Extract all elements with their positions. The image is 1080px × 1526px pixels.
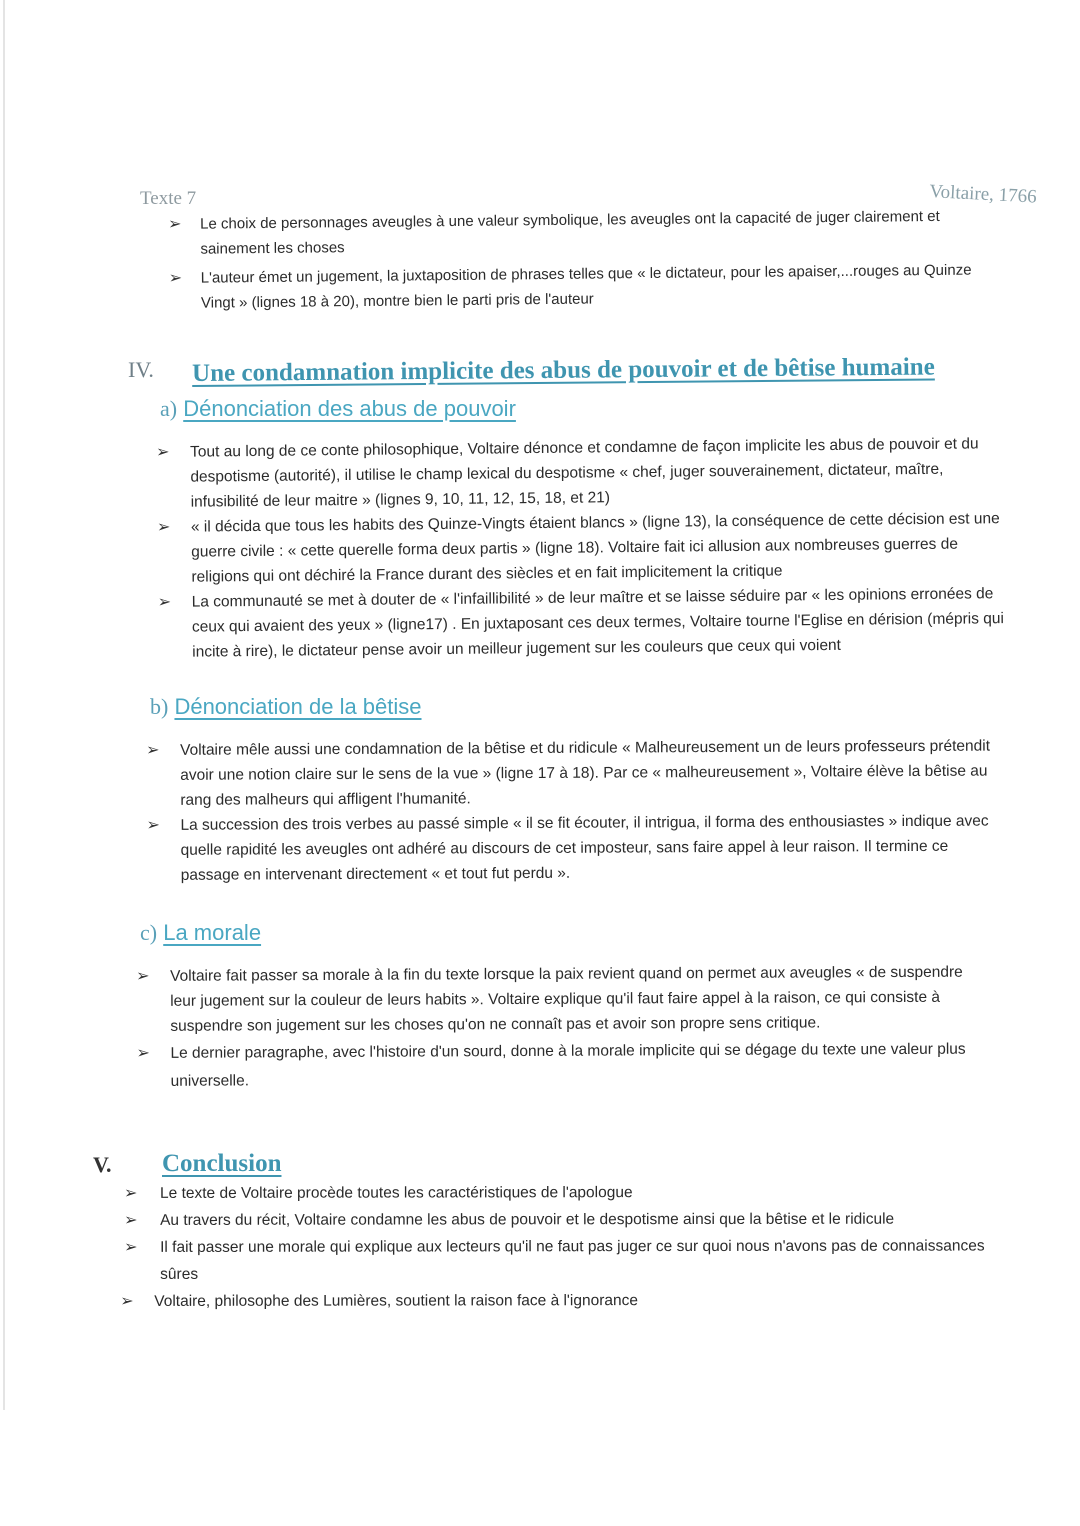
bullet-arrow-icon: ➢ bbox=[124, 1211, 138, 1229]
section-5-title: Conclusion bbox=[162, 1150, 282, 1177]
section-4-numeral: IV. bbox=[128, 357, 154, 382]
bullet-item: ➢ Voltaire, philosophe des Lumières, soutient la raison face à l'ignorance bbox=[120, 1286, 1044, 1315]
bullet-arrow-icon: ➢ bbox=[124, 1238, 138, 1256]
page-fold-line bbox=[3, 0, 5, 1410]
bullet-item: ➢ La succession des trois verbes au passé simple « il se fit écouter, il intrigua, il forma des enthousiastes » indique avec quelle rapidité les aveugles ont adhéré au discours de cet imposteur, sans faire appel à leur raison. Il termine ce passage en intervenant directement « et tout fut perdu ». bbox=[146, 812, 989, 884]
bullet-arrow-icon: ➢ bbox=[146, 816, 160, 834]
bullet-item: ➢ Le texte de Voltaire procède toutes les caractéristiques de l'apologue bbox=[124, 1178, 1044, 1207]
subsection-c-bullets bbox=[136, 959, 1032, 1094]
bullet-arrow-icon: ➢ bbox=[136, 967, 150, 985]
bullet-arrow-icon: ➢ bbox=[156, 443, 170, 461]
bullet-item: ➢ « il décida que tous les habits des Quinze-Vingts étaient blancs » (ligne 13), la conséquence de cette décision est une guerre civile : « cette querelle forma deux partis » (ligne 18). Voltaire fait ici allusion aux nombreuses guerres de religions qui ont déchiré la France durant des siècles et en fait implicitement la critique bbox=[156, 510, 1000, 586]
bullet-item: ➢ La communauté se met à douter de « l'infaillibilité » de leur maître et se laisse séduire par « les opinions erronées de ceux qui avaient des yeux » (ligne17) . En juxtaposant ces deux termes, Voltaire tourne l'Eglise en dérision (mépris qui incite à rire), le dictateur pense avoir un meilleur jugement sur les couleurs que ceux qui voient bbox=[157, 585, 1005, 661]
subsection-a-bullets bbox=[156, 431, 1038, 665]
bullet-item: ➢ Il fait passer une morale qui explique aux lecteurs qu'il ne faut pas juger ce sur quoi nous n'avons pas de connaissances sûres bbox=[124, 1232, 1044, 1288]
bullet-arrow-icon: ➢ bbox=[120, 1292, 134, 1311]
subsection-b-letter: b) bbox=[150, 694, 169, 719]
bullet-item: ➢ Tout au long de ce conte philosophique, Voltaire dénonce et condamne de façon implicite les abus de pouvoir et du despotisme (autorité), il utilise le champ lexical du despotisme « chef, juger souverainement, dictateur, maître, infusibilité de leur maitre » (lignes 9, 10, 11, 12, 15, 18, et 21) bbox=[156, 435, 979, 511]
subsection-b-bullets bbox=[146, 733, 1042, 888]
section-4-title: Une condamnation implicite des abus de pouvoir et de bêtise humaine bbox=[192, 353, 935, 387]
bullet-item: ➢ Voltaire mêle aussi une condamnation de la bêtise et du ridicule « Malheureusement un de leurs professeurs prétendit avoir une notion claire sur le sens de la vue » (ligne 17 à 18). Par ce « malheureusement », Voltaire élève la bêtise au rang des malheurs qui affligent l'humanité. bbox=[146, 737, 991, 809]
conclusion-bullets bbox=[120, 1178, 1044, 1315]
bullet-arrow-icon: ➢ bbox=[124, 1184, 138, 1202]
header-text-number: Texte 7 bbox=[140, 188, 197, 209]
subsection-c-heading bbox=[140, 920, 261, 946]
subsection-a-letter: a) bbox=[160, 396, 178, 421]
bullet-arrow-icon: ➢ bbox=[157, 593, 172, 611]
bullet-arrow-icon: ➢ bbox=[168, 215, 182, 233]
bullet-arrow-icon: ➢ bbox=[146, 741, 160, 759]
bullet-arrow-icon: ➢ bbox=[156, 518, 171, 536]
subsection-a-heading bbox=[160, 396, 516, 422]
subsection-a-title: Dénonciation des abus de pouvoir bbox=[183, 396, 516, 421]
subsection-b-heading bbox=[150, 694, 422, 720]
subsection-b-title: Dénonciation de la bêtise bbox=[174, 694, 422, 719]
header-author-date: Voltaire, 1766 bbox=[928, 181, 1038, 208]
bullet-item: ➢ Le dernier paragraphe, avec l'histoire d'un sourd, donne à la morale implicite qui se dégage du texte une valeur plus universelle. bbox=[136, 1040, 966, 1090]
intro-bullets bbox=[168, 203, 1049, 316]
bullet-item: ➢ L'auteur émet un jugement, la juxtaposition de phrases telles que « le dictateur, pour les apaiser,...rouges au Quinze Vingt » (lignes 18 à 20), montre bien le parti pris de l'auteur bbox=[168, 261, 972, 312]
bullet-arrow-icon: ➢ bbox=[168, 269, 183, 287]
subsection-c-title: La morale bbox=[163, 920, 262, 945]
subsection-c-letter: c) bbox=[140, 920, 158, 945]
section-5-numeral: V. bbox=[93, 1152, 112, 1177]
bullet-item: ➢ Au travers du récit, Voltaire condamne les abus de pouvoir et le despotisme ainsi que la bêtise et le ridicule bbox=[124, 1205, 1044, 1234]
bullet-arrow-icon: ➢ bbox=[136, 1044, 150, 1062]
bullet-item: ➢ Voltaire fait passer sa morale à la fin du texte lorsque la paix revient quand on permet aux aveugles « de suspendre leur jugement sur la couleur de leurs habits ». Voltaire explique qu'il faut faire appel à la raison, ce qui consiste à suspendre son jugement sur les choses qu'on ne connaît pas et avoir son propre sens critique. bbox=[136, 963, 963, 1035]
bullet-item: ➢ Le choix de personnages aveugles à une valeur symbolique, les aveugles ont la capacité de juger clairement et sainement les choses bbox=[168, 207, 940, 258]
